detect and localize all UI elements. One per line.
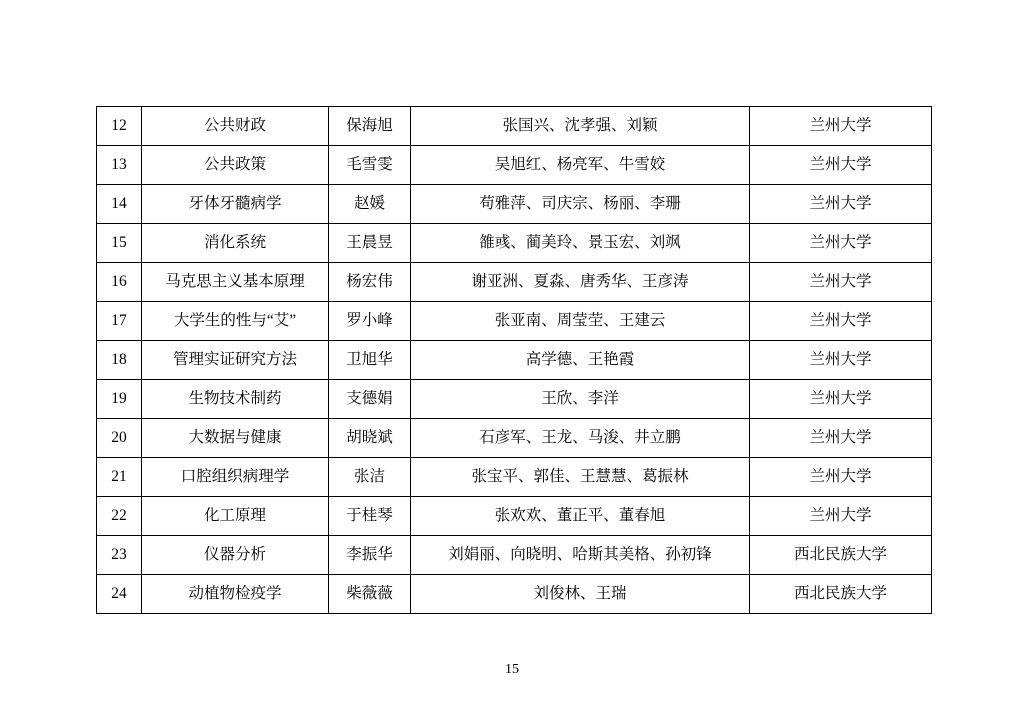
row-course-name: 动植物检疫学 bbox=[142, 575, 329, 614]
row-course-name: 生物技术制药 bbox=[142, 380, 329, 419]
row-course-name: 消化系统 bbox=[142, 224, 329, 263]
row-school: 兰州大学 bbox=[750, 380, 932, 419]
row-school: 兰州大学 bbox=[750, 263, 932, 302]
row-leader: 毛雪雯 bbox=[329, 146, 411, 185]
row-leader: 卫旭华 bbox=[329, 341, 411, 380]
row-leader: 李振华 bbox=[329, 536, 411, 575]
row-index: 24 bbox=[97, 575, 142, 614]
row-course-name: 大学生的性与“艾” bbox=[142, 302, 329, 341]
row-leader: 罗小峰 bbox=[329, 302, 411, 341]
course-table-body bbox=[97, 107, 932, 614]
table-row bbox=[97, 458, 932, 497]
row-index: 21 bbox=[97, 458, 142, 497]
row-course-name: 大数据与健康 bbox=[142, 419, 329, 458]
row-members: 张亚南、周莹茔、王建云 bbox=[411, 302, 750, 341]
row-leader: 柴薇薇 bbox=[329, 575, 411, 614]
row-members: 谢亚洲、夏淼、唐秀华、王彦涛 bbox=[411, 263, 750, 302]
row-course-name: 管理实证研究方法 bbox=[142, 341, 329, 380]
row-school: 兰州大学 bbox=[750, 302, 932, 341]
table-row bbox=[97, 419, 932, 458]
row-index: 15 bbox=[97, 224, 142, 263]
course-table-container bbox=[96, 106, 886, 614]
row-index: 23 bbox=[97, 536, 142, 575]
row-course-name: 口腔组织病理学 bbox=[142, 458, 329, 497]
row-leader: 杨宏伟 bbox=[329, 263, 411, 302]
row-index: 18 bbox=[97, 341, 142, 380]
table-row bbox=[97, 302, 932, 341]
row-members: 张宝平、郭佳、王慧慧、葛振林 bbox=[411, 458, 750, 497]
row-course-name: 仪器分析 bbox=[142, 536, 329, 575]
row-leader: 于桂琴 bbox=[329, 497, 411, 536]
row-school: 兰州大学 bbox=[750, 107, 932, 146]
row-index: 14 bbox=[97, 185, 142, 224]
row-leader: 王晨昱 bbox=[329, 224, 411, 263]
course-table bbox=[96, 106, 932, 614]
row-course-name: 化工原理 bbox=[142, 497, 329, 536]
row-index: 16 bbox=[97, 263, 142, 302]
row-school: 兰州大学 bbox=[750, 458, 932, 497]
row-index: 22 bbox=[97, 497, 142, 536]
row-leader: 保海旭 bbox=[329, 107, 411, 146]
row-course-name: 马克思主义基本原理 bbox=[142, 263, 329, 302]
row-course-name: 公共财政 bbox=[142, 107, 329, 146]
table-row bbox=[97, 497, 932, 536]
row-index: 20 bbox=[97, 419, 142, 458]
row-members: 石彦军、王龙、马浚、井立鹏 bbox=[411, 419, 750, 458]
row-members: 吴旭红、杨亮军、牛雪姣 bbox=[411, 146, 750, 185]
row-course-name: 牙体牙髓病学 bbox=[142, 185, 329, 224]
row-members: 苟雅萍、司庆宗、杨丽、李珊 bbox=[411, 185, 750, 224]
table-row bbox=[97, 575, 932, 614]
row-leader: 赵媛 bbox=[329, 185, 411, 224]
row-school: 兰州大学 bbox=[750, 419, 932, 458]
row-leader: 胡晓斌 bbox=[329, 419, 411, 458]
table-row bbox=[97, 146, 932, 185]
row-members: 张欢欢、董正平、董春旭 bbox=[411, 497, 750, 536]
row-leader: 张洁 bbox=[329, 458, 411, 497]
page-number: 15 bbox=[505, 662, 519, 677]
row-members: 刘俊林、王瑞 bbox=[411, 575, 750, 614]
row-index: 12 bbox=[97, 107, 142, 146]
row-members: 雒彧、蔺美玲、景玉宏、刘飒 bbox=[411, 224, 750, 263]
row-index: 19 bbox=[97, 380, 142, 419]
row-school: 兰州大学 bbox=[750, 224, 932, 263]
row-school: 兰州大学 bbox=[750, 497, 932, 536]
row-members: 高学德、王艳霞 bbox=[411, 341, 750, 380]
table-row bbox=[97, 341, 932, 380]
row-members: 王欣、李洋 bbox=[411, 380, 750, 419]
row-members: 张国兴、沈孝强、刘颖 bbox=[411, 107, 750, 146]
table-row bbox=[97, 185, 932, 224]
table-row bbox=[97, 536, 932, 575]
row-leader: 支德娟 bbox=[329, 380, 411, 419]
row-school: 兰州大学 bbox=[750, 341, 932, 380]
row-members: 刘娟丽、向晓明、哈斯其美格、孙初锋 bbox=[411, 536, 750, 575]
table-row bbox=[97, 263, 932, 302]
row-school: 西北民族大学 bbox=[750, 536, 932, 575]
row-index: 17 bbox=[97, 302, 142, 341]
row-course-name: 公共政策 bbox=[142, 146, 329, 185]
table-row bbox=[97, 224, 932, 263]
row-school: 兰州大学 bbox=[750, 146, 932, 185]
row-school: 西北民族大学 bbox=[750, 575, 932, 614]
table-row bbox=[97, 107, 932, 146]
table-row bbox=[97, 380, 932, 419]
row-index: 13 bbox=[97, 146, 142, 185]
row-school: 兰州大学 bbox=[750, 185, 932, 224]
